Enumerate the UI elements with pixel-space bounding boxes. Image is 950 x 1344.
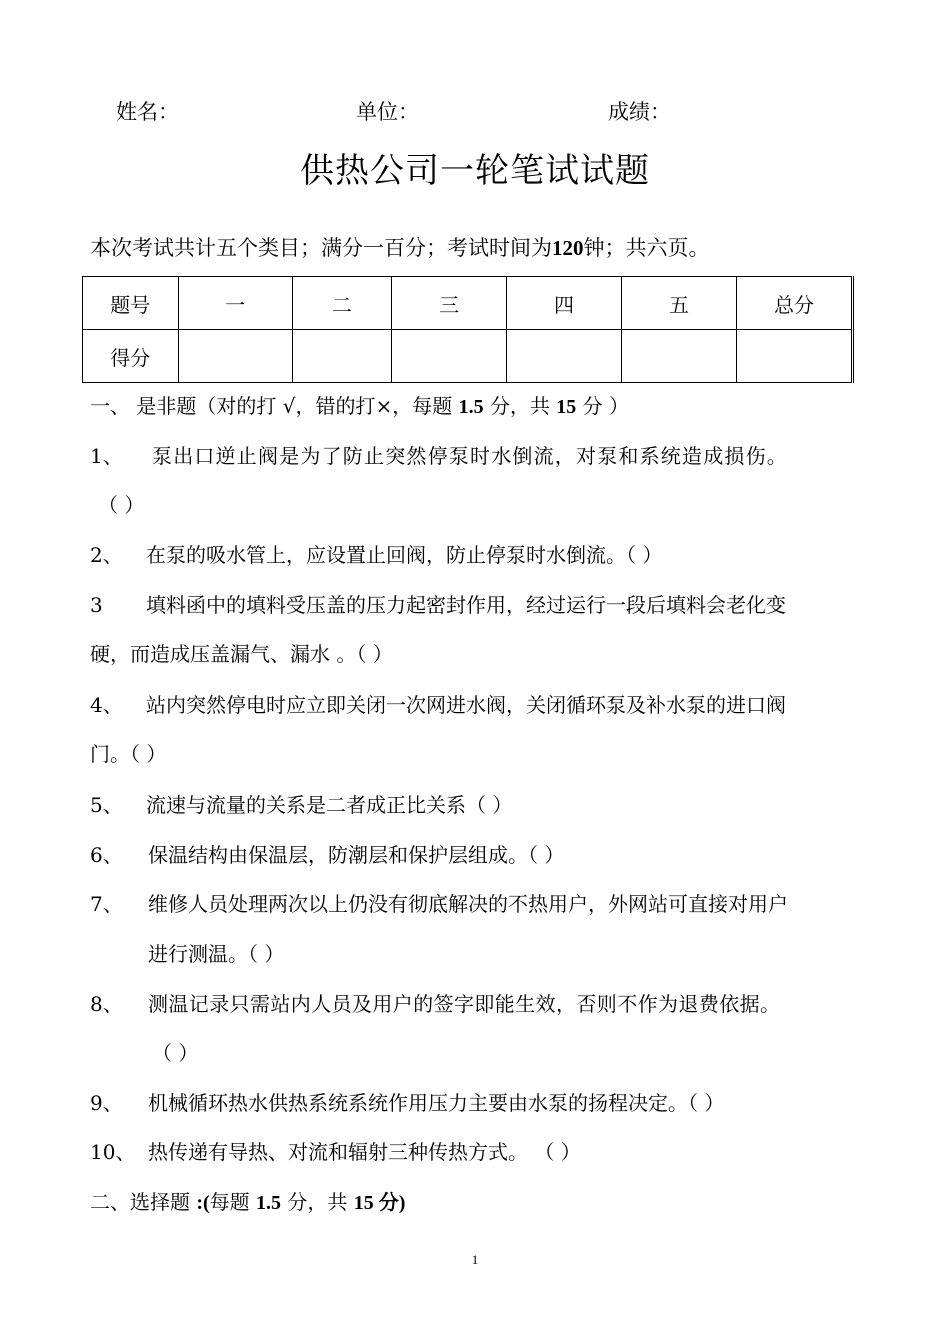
section-2-text-c: 每题	[209, 1190, 257, 1214]
question-8-answer[interactable]: （ ）	[152, 1041, 199, 1065]
question-text[interactable]: 流速与流量的关系是二者成正比关系（ ）	[146, 793, 513, 817]
question-number: 4、	[90, 693, 123, 717]
question-number: 7、	[90, 892, 123, 916]
score-table-cell: 五	[622, 277, 737, 330]
question-number: 1、	[90, 444, 123, 468]
page-title: 供热公司一轮笔试试题	[300, 151, 650, 191]
score-table	[82, 276, 854, 383]
intro-text-1: 本次考试共计五个类目；满分一百分；考试时间为	[90, 236, 552, 260]
question-10	[90, 1136, 581, 1165]
question-number: 9、	[90, 1091, 123, 1115]
section-1-points: 1.5	[458, 396, 484, 418]
question-number: 8、	[90, 992, 123, 1016]
question-text[interactable]: 热传递有导热、对流和辐射三种传热方式。 （ ）	[148, 1140, 581, 1164]
question-4	[90, 689, 786, 718]
section-2-heading	[90, 1186, 405, 1215]
score-table-cell: 题号	[83, 277, 179, 330]
score-table-cell: 三	[392, 277, 507, 330]
section-1-text-c: 分 ）	[582, 394, 630, 418]
section-2-text-b: :(	[196, 1192, 210, 1214]
question-9	[90, 1087, 724, 1116]
score-input-cell[interactable]	[622, 330, 737, 383]
score-table-cell: 二	[292, 277, 391, 330]
question-2	[90, 539, 662, 568]
section-2-total: 15	[353, 1192, 374, 1214]
question-3	[90, 589, 786, 618]
question-4-answer[interactable]: 门。（ ）	[90, 742, 167, 766]
score-row-label: 得分	[83, 330, 179, 383]
question-text[interactable]: 机械循环热水供热系统系统作用压力主要由水泵的扬程决定。（ ）	[148, 1091, 725, 1115]
question-text[interactable]: 在泵的吸水管上，应设置止回阀，防止停泵时水倒流。（ ）	[146, 543, 663, 567]
score-table-cell: 四	[507, 277, 622, 330]
question-6	[90, 839, 564, 868]
score-table-cell: 总分	[736, 277, 852, 330]
score-input-cell[interactable]	[392, 330, 507, 383]
section-1-total: 15	[556, 396, 577, 418]
section-1-heading	[90, 390, 629, 419]
question-3-answer[interactable]: 硬，而造成压盖漏气、漏水 。（ ）	[90, 642, 393, 666]
question-number: 5、	[90, 793, 123, 817]
score-table-header-row	[83, 277, 853, 330]
name-label: 姓名：	[116, 100, 179, 124]
section-1-text-b: 分，共	[489, 394, 550, 418]
section-2-text-d: 分，共	[281, 1190, 354, 1214]
section-2-text-e: 分)	[373, 1192, 406, 1214]
score-table-cell: 一	[178, 277, 292, 330]
page-number: 1	[471, 1252, 479, 1267]
question-number: 6、	[90, 843, 123, 867]
section-2-text-a: 二、选择题	[90, 1190, 197, 1214]
question-number: 10、	[90, 1140, 136, 1164]
question-1	[90, 440, 788, 469]
score-input-cell[interactable]	[736, 330, 852, 383]
question-5	[90, 789, 512, 818]
question-number: 2、	[90, 543, 123, 567]
question-text: 测温记录只需站内人员及用户的签字即能生效，否则不作为退费依据。	[148, 992, 781, 1016]
question-text[interactable]: 保温结构由保温层，防潮层和保护层组成。（ ）	[148, 843, 565, 867]
score-input-cell[interactable]	[178, 330, 292, 383]
question-1-answer[interactable]: （ ）	[98, 493, 145, 517]
unit-label: 单位：	[356, 100, 419, 124]
question-text: 维修人员处理两次以上仍没有彻底解决的不热用户，外网站可直接对用户	[148, 892, 788, 916]
score-label: 成绩：	[608, 100, 671, 124]
question-8	[90, 988, 780, 1017]
score-input-cell[interactable]	[292, 330, 391, 383]
intro-minutes: 120	[552, 236, 584, 260]
question-7-answer[interactable]: 进行测温。（ ）	[148, 942, 285, 966]
score-table-score-row	[83, 330, 853, 383]
section-1-text-a: 一、 是非题（对的打 √，错的打×，每题	[90, 394, 453, 418]
question-text: 站内突然停电时应立即关闭一次网进水阀，关闭循环泵及补水泵的进口阀	[146, 693, 786, 717]
intro-text-2: 钟；共六页。	[583, 236, 710, 260]
question-number: 3	[90, 593, 103, 617]
section-2-points: 1.5	[256, 1192, 282, 1214]
score-input-cell[interactable]	[507, 330, 622, 383]
question-7	[90, 888, 788, 917]
exam-intro	[90, 232, 710, 262]
question-text: 泵出口逆止阀是为了防止突然停泵时水倒流，对泵和系统造成损伤。	[152, 444, 788, 468]
question-text: 填料函中的填料受压盖的压力起密封作用，经过运行一段后填料会老化变	[146, 593, 786, 617]
